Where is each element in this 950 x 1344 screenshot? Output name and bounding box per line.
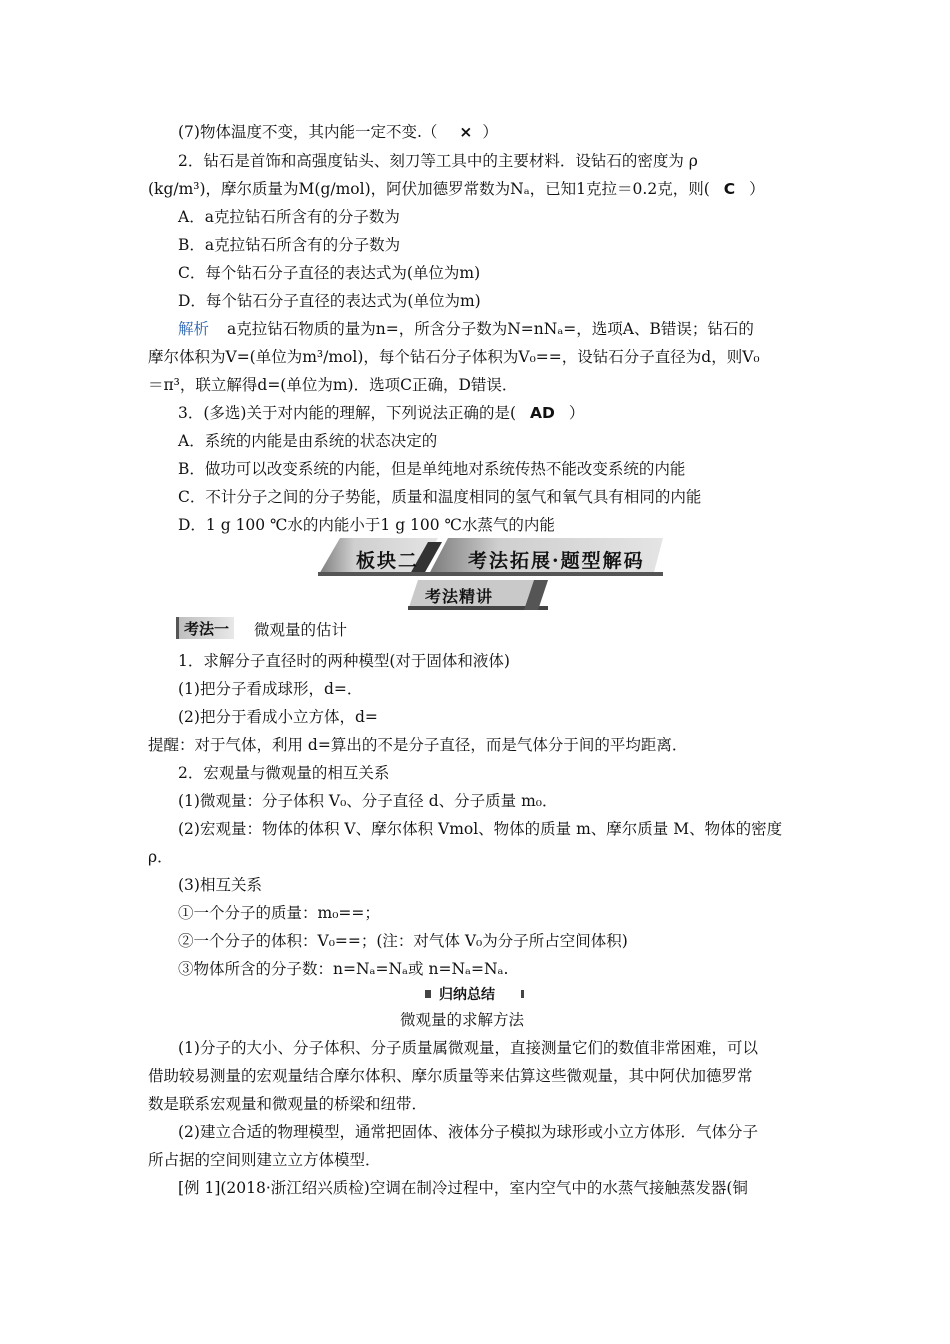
summary-p1-line1: (1)分子的大小、分子体积、分子质量属微观量，直接测量它们的数值非常困难，可以 [178,1039,758,1057]
q3-option-d: D．1 g 100 ℃水的内能小于1 g 100 ℃水蒸气的内能 [178,516,555,534]
summary-p2-line1: (2)建立合适的物理模型，通常把固体、液体分子模拟为球形或小立方体形．气体分子 [178,1123,758,1141]
q3-close: ） [568,404,585,422]
q2-option-d: D．每个钻石分子直径的表达式为(单位为m) [178,292,481,310]
q2-answer: C [723,180,736,198]
summary-p1-line2: 借助较易测量的宏观量结合摩尔体积、摩尔质量等来估算这些微观量，其中阿伏加德罗常 [148,1067,753,1085]
q3-option-a: A．系统的内能是由系统的状态决定的 [178,432,438,450]
q2-close: ） [749,180,765,198]
q2-stem-text: (kg/m³)，摩尔质量为M(g/mol)，阿伏加德罗常数为Nₐ，已知1克拉＝0.2克，则( [148,180,710,198]
sub-banner-text: 考法精讲 [425,587,494,606]
q2-analysis-line3: ＝π³，联立解得d=(单位为m)．选项C正确，D错误． [148,376,518,394]
q2-stem-line1: 2．钻石是首饰和高强度钻头、刻刀等工具中的主要材料．设钻石的密度为 ρ [178,152,698,170]
banner-right-text: 考法拓展·题型解码 [468,550,645,572]
method-title: 微观量的估计 [254,621,348,639]
example-line: [例 1](2018·浙江绍兴质检)空调在制冷过程中，室内空气中的水蒸气接触蒸发器(铜 [178,1179,748,1197]
summary-p2-line2: 所占据的空间则建立立方体模型． [148,1151,381,1169]
q3-stem-line [178,403,584,423]
q3-option-c: C．不计分子之间的分子势能，质量和温度相同的氢气和氧气具有相同的内能 [178,488,702,506]
q3-answer: AD [530,404,555,422]
q2-option-c: C．每个钻石分子直径的表达式为(单位为m) [178,264,481,282]
q7-answer: × [459,123,473,141]
section-banner [318,538,663,576]
summary-label-text: 归纳总结 [439,987,495,1003]
body-line-6: (1)微观量：分子体积 V₀、分子直径 d、分子质量 m₀． [178,792,558,810]
q7-line [178,122,498,142]
summary-title: 微观量的求解方法 [400,1011,525,1029]
q2-analysis-line2: 摩尔体积为V=(单位为m³/mol)，每个钻石分子体积为V₀==，设钻石分子直径为d，则V₀ [148,348,760,366]
body-line-4: 提醒：对于气体，利用 d=算出的不是分子直径，而是气体分于间的平均距离． [148,736,688,754]
q3-option-b: B．做功可以改变系统的内能，但是单纯地对系统传热不能改变系统的内能 [178,460,686,478]
summary-label [425,984,535,1004]
q3-stem: 3．(多选)关于对内能的理解，下列说法正确的是( [178,404,517,422]
method-tag [176,617,234,639]
summary-mark-left [425,990,431,998]
q2-stem-line2 [148,179,765,199]
body-line-7: (2)宏观量：物体的体积 V、摩尔体积 Vmol、物体的质量 m、摩尔质量 M、物体的密度 [178,820,783,838]
body-line-3: (2)把分于看成小立方体，d= [178,708,378,726]
body-line-5: 2．宏观量与微观量的相互关系 [178,764,390,782]
body-line-1: 1．求解分子直径时的两种模型(对于固体和液体) [178,652,510,670]
body-line-8: ρ． [148,848,173,866]
analysis-label: 解析 [178,320,210,338]
sub-banner [408,580,548,610]
body-line-9: (3)相互关系 [178,876,262,894]
body-line-11: ②一个分子的体积：V₀==；(注：对气体 V₀为分子所占空间体积) [178,932,628,950]
analysis-text1: a克拉钻石物质的量为n=，所含分子数为N=nNₐ=，选项A、B错误；钻石的 [227,320,754,338]
summary-mark-right [521,990,524,998]
q7-text: (7)物体温度不变，其内能一定不变.（ [178,123,438,141]
body-line-2: (1)把分子看成球形，d=． [178,680,363,698]
summary-p1-line3: 数是联系宏观量和微观量的桥梁和纽带． [148,1095,428,1113]
q2-analysis-line1 [178,319,754,339]
body-line-10: ①一个分子的质量：m₀==； [178,904,380,922]
q2-option-a: A．a克拉钻石所含有的分子数为 [178,208,400,226]
q7-close: ） [482,123,498,141]
method-tag-text: 考法一 [184,620,230,638]
banner-left-text: 板块二 [356,550,420,572]
q2-option-b: B．a克拉钻石所含有的分子数为 [178,236,401,254]
body-line-12: ③物体所含的分子数：n=Nₐ=Nₐ或 n=Nₐ=Nₐ. [178,960,509,978]
